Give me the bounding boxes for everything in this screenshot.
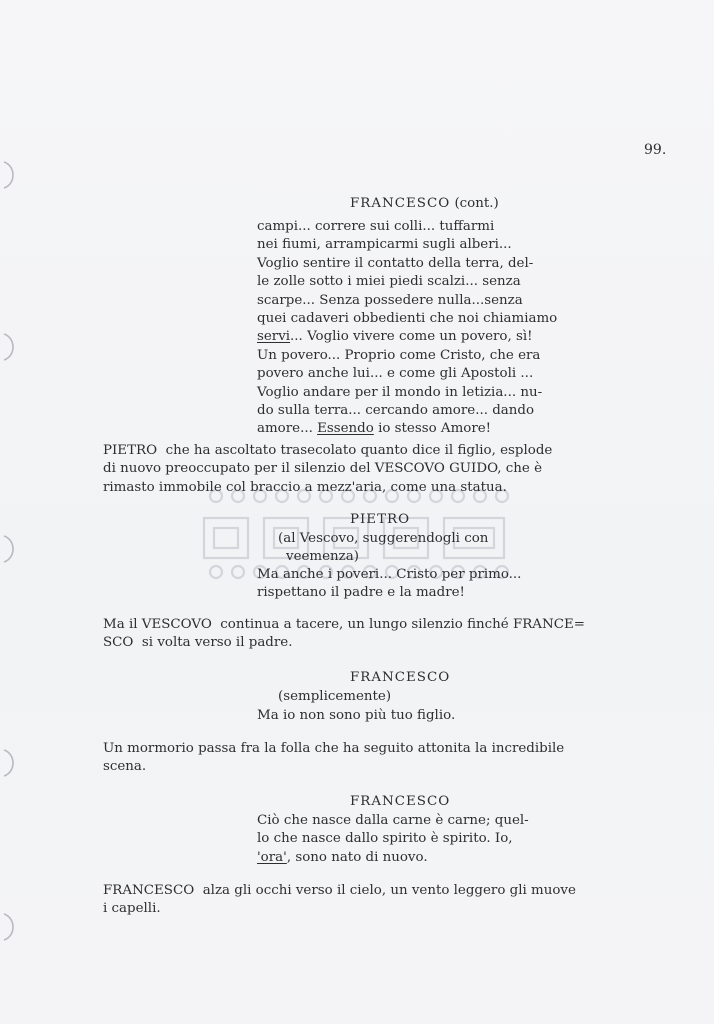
- action-line: Ma il VESCOVO continua a tacere, un lungo silenzio finché FRANCE=: [103, 617, 585, 632]
- dialogue-line: rispettano il padre e la madre!: [257, 585, 465, 601]
- dialogue-line: [257, 420, 491, 438]
- action-line: PIETRO che ha ascoltato trasecolato quanto dice il figlio, esplode: [103, 443, 553, 458]
- character-name: FRANCESCO: [350, 670, 451, 685]
- dialogue-line: scarpe... Senza possedere nulla...senza: [257, 292, 523, 308]
- underlined-text: servi: [257, 329, 291, 345]
- action-line: rimasto immobile col braccio a mezz'aria, come una statua.: [103, 479, 507, 495]
- action-line: i capelli.: [103, 901, 161, 917]
- dialogue-line: do sulla terra... cercando amore... dando: [257, 403, 535, 418]
- binder-hole-mark: [2, 532, 20, 566]
- dialogue-line: Un povero... Proprio come Cristo, che era: [257, 347, 541, 363]
- dialogue-line: [257, 328, 533, 346]
- action-line: scena.: [103, 759, 147, 775]
- dialogue-line: [257, 849, 428, 867]
- character-name: FRANCESCO: [350, 196, 451, 211]
- dialogue-line: lo che nasce dallo spirito è spirito. Io,: [257, 831, 513, 847]
- character-cue: [350, 793, 450, 811]
- action-line: di nuovo preoccupato per il silenzio del VESCOVO GUIDO, che è: [103, 461, 543, 477]
- dialogue-line: nei fiumi, arrampicarmi sugli alberi...: [257, 237, 512, 253]
- parenthetical: (al Vescovo, suggerendogli con: [278, 531, 489, 546]
- binder-hole-mark: [2, 158, 20, 192]
- dialogue-line: quei cadaveri obbedienti che noi chiamiamo: [257, 311, 558, 326]
- dialogue-line: campi... correre sui colli... tuffarmi: [257, 219, 495, 234]
- character-cue: [350, 669, 450, 687]
- text-segment: , sono nato di nuovo.: [286, 849, 428, 865]
- dialogue-line: Voglio andare per il mondo in letizia... nu-: [257, 384, 543, 400]
- binder-hole-mark: [2, 330, 20, 364]
- action-line: FRANCESCO alza gli occhi verso il cielo, un vento leggero gli muove: [103, 883, 576, 898]
- character-cue: [350, 195, 499, 213]
- text-segment: io stesso Amore!: [373, 421, 492, 437]
- dialogue-line: Voglio sentire il contatto della terra, del-: [257, 255, 534, 271]
- parenthetical: (semplicemente): [278, 689, 392, 704]
- underlined-text: Essendo: [317, 421, 374, 437]
- action-line: Un mormorio passa fra la folla che ha seguito attonita la incredibile: [103, 741, 565, 756]
- binder-hole-mark: [2, 910, 20, 944]
- text-segment: ... Voglio vivere come un povero, sì!: [290, 329, 533, 345]
- character-cue-suffix: (cont.): [450, 196, 499, 211]
- dialogue-line: povero anche lui... e come gli Apostoli ...: [257, 366, 534, 382]
- character-name: FRANCESCO: [350, 794, 451, 809]
- text-segment: amore...: [257, 421, 318, 437]
- dialogue-line: Ciò che nasce dalla carne è carne; quel-: [257, 813, 529, 828]
- parenthetical: veemenza): [286, 549, 359, 565]
- character-name: PIETRO: [350, 512, 411, 527]
- dialogue-line: Ma anche i poveri... Cristo per primo...: [257, 567, 522, 582]
- dialogue-line: Ma io non sono più tuo figlio.: [257, 708, 456, 723]
- dialogue-line: le zolle sotto i miei piedi scalzi... senza: [257, 274, 521, 290]
- character-cue: [350, 511, 410, 529]
- underlined-text: 'ora': [257, 849, 287, 865]
- page-number: 99.: [644, 142, 667, 158]
- action-line: SCO si volta verso il padre.: [103, 635, 293, 651]
- binder-hole-mark: [2, 746, 20, 780]
